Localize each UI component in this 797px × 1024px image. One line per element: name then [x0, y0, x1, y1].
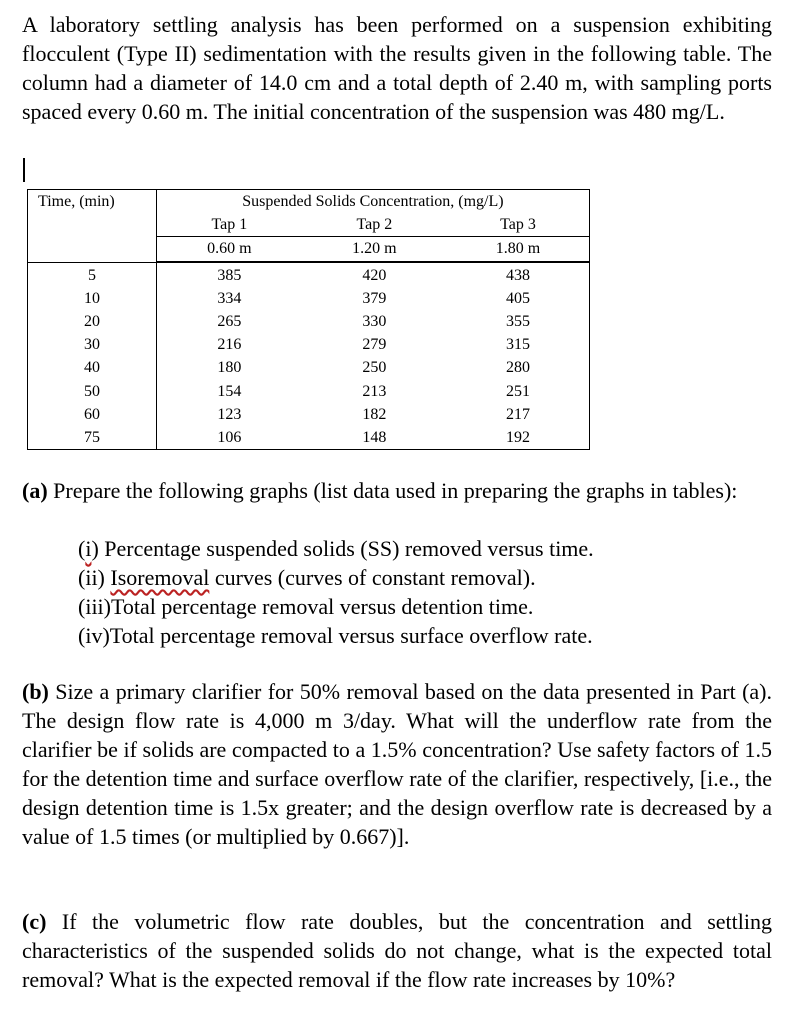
- time-value: 50: [83, 382, 100, 400]
- tap2-value: 330: [362, 313, 387, 331]
- time-value: 60: [83, 405, 100, 423]
- time-column-header: Time, (min): [28, 190, 157, 263]
- tap2-value: 279: [362, 336, 387, 354]
- item-ii-spellcheck-word: Isoremoval: [110, 565, 210, 590]
- table-data-row: [28, 262, 590, 450]
- part-a-question: [22, 476, 772, 505]
- tap3-value: 217: [505, 405, 530, 423]
- tap1-value: 154: [217, 382, 242, 400]
- time-value: 20: [83, 313, 100, 331]
- tap1-value: 334: [217, 289, 242, 307]
- tap1-value: 385: [217, 266, 242, 284]
- item-i-text: ) Percentage suspended solids (SS) removed versus time.: [91, 536, 594, 561]
- item-i-numeral: i: [85, 536, 92, 561]
- table-header-row: [28, 190, 590, 263]
- intro-paragraph: A laboratory settling analysis has been performed on a suspension exhibiting flocculent (Type II) sedimentation with the results given in the following table. The column had a diameter of 14.0 cm and a total depth of 2.40 m, with sampling ports spaced every 0.60 m. The initial concentration of the suspension was 480 mg/L.: [22, 12, 772, 124]
- part-a-item-iv: (iv)Total percentage removal versus surface overflow rate.: [78, 623, 593, 648]
- tap2-value: 148: [362, 429, 387, 447]
- tap-header-table: [157, 213, 589, 261]
- tap3-depth: 1.80 m: [447, 237, 589, 261]
- tap1-value: 216: [217, 336, 242, 354]
- time-values: [28, 262, 157, 450]
- tap1-value: 123: [217, 405, 242, 423]
- part-b-question: [22, 677, 772, 851]
- settling-data-table: [27, 189, 590, 450]
- tap2-value: 379: [362, 289, 387, 307]
- tap3-value: 315: [505, 336, 530, 354]
- part-c-question: [22, 907, 772, 994]
- part-a-label: (a): [22, 478, 48, 503]
- tap3-value: 438: [505, 266, 530, 284]
- concentration-header-group: [156, 190, 589, 263]
- part-a-item-i: [78, 534, 594, 563]
- part-b-text: Size a primary clarifier for 50% removal based on the data presented in Part (a). The design flow rate is 4,000 m 3/day. What will the underflow rate from the clarifier be if solids are compacted to a 1.5% concentration? Use safety factors of 1.5 for the detention time and surface overflow rate of the clarifier, respectively, [i.e., the design detention time is 1.5x greater; and the design overflow rate is decreased by a value of 1.5 times (or multiplied by 0.667)].: [22, 679, 772, 849]
- tap2-value: 420: [362, 266, 387, 284]
- concentration-group-title: Suspended Solids Concentration, (mg/L): [242, 193, 504, 210]
- time-value: 40: [83, 359, 100, 377]
- part-c-label: (c): [22, 909, 47, 934]
- tap3-value: 405: [505, 289, 530, 307]
- tap1-value: 180: [217, 359, 242, 377]
- time-value: 10: [83, 289, 100, 307]
- item-ii-prefix: (ii): [78, 565, 111, 590]
- tap2-value: 213: [362, 382, 387, 400]
- tap3-value: 192: [505, 429, 530, 447]
- tap3-value: 355: [505, 313, 530, 331]
- tap2-depth: 1.20 m: [302, 237, 447, 261]
- text-cursor: [23, 158, 25, 182]
- part-a-item-ii: [78, 563, 536, 592]
- tap2-values: [302, 262, 447, 450]
- tap2-value: 250: [362, 359, 387, 377]
- time-value: 30: [83, 336, 100, 354]
- tap3-value: 280: [505, 359, 530, 377]
- tap1-value: 106: [217, 429, 242, 447]
- part-a-item-iii: (iii)Total percentage removal versus detention time.: [78, 594, 534, 619]
- tap2-value: 182: [362, 405, 387, 423]
- part-a-text: Prepare the following graphs (list data used in preparing the graphs in tables):: [53, 478, 738, 503]
- tap1-value: 265: [217, 313, 242, 331]
- item-i-prefix: (: [78, 536, 86, 561]
- time-value: 5: [87, 266, 96, 284]
- tap3-values: [447, 262, 590, 450]
- tap1-values: [156, 262, 302, 450]
- tap3-name: Tap 3: [447, 213, 589, 237]
- tap2-name: Tap 2: [302, 213, 447, 237]
- time-value: 75: [83, 429, 100, 447]
- part-c-text: If the volumetric flow rate doubles, but the concentration and settling characteristics of the suspended solids do not change, what is the expected total removal? What is the expected removal if the flow rate increases by 10%?: [22, 909, 772, 992]
- item-ii-text: curves (curves of constant removal).: [209, 565, 536, 590]
- tap1-depth: 0.60 m: [157, 237, 302, 261]
- tap3-value: 251: [505, 382, 530, 400]
- part-b-label: (b): [22, 679, 49, 704]
- tap1-name: Tap 1: [157, 213, 302, 237]
